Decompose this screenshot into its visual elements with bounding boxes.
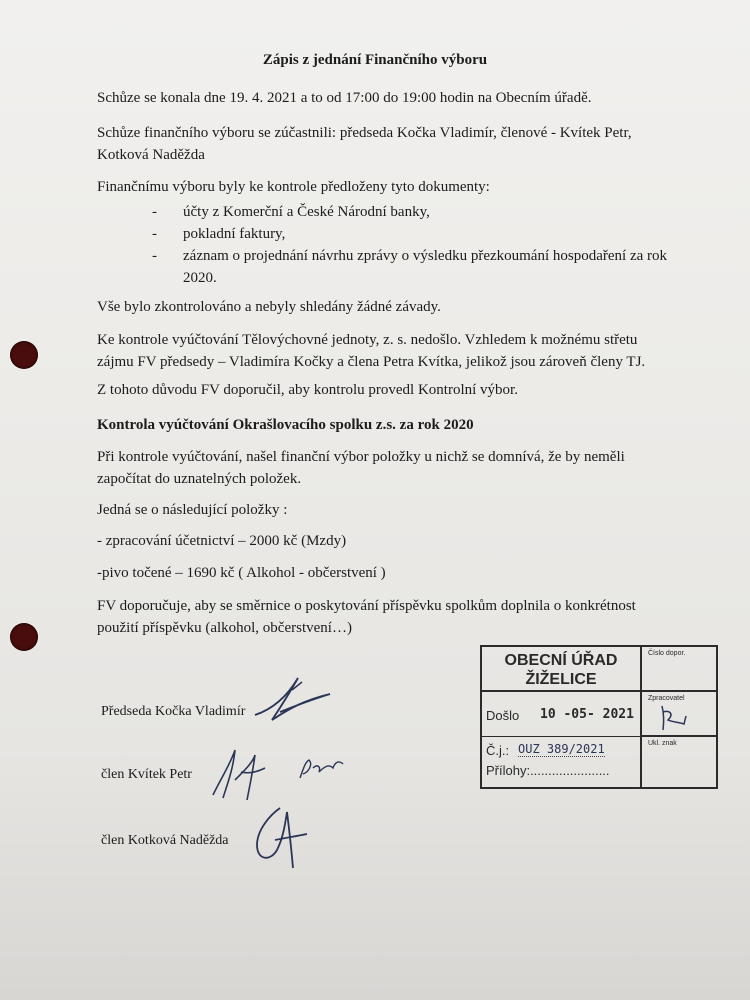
meeting-info: Schůze se konala dne 19. 4. 2021 a to od 17:00 do 19:00 hodin na Obecním úřadě. (97, 90, 592, 106)
stamp-office-line2: ŽIŽELICE (525, 671, 597, 688)
stamp-prilohy-label: Přílohy:...................... (486, 763, 610, 778)
signature-member1 (205, 740, 355, 805)
section-heading: Kontrola vyúčtování Okrašlovacího spolku z.s. za rok 2020 (97, 417, 474, 433)
list-item: - pokladní faktury, (152, 223, 692, 245)
items-intro: Jedná se o následující položky : (97, 502, 288, 518)
item-beer: -pivo točené – 1690 kč ( Alkohol - občerstvení ) (97, 565, 386, 581)
recommendation-final: FV doporučuje, aby se směrnice o poskytování příspěvku spolkům doplnila o konkrétnost použití příspěvku (alkohol, občerstvení…) (97, 598, 636, 636)
stamp-cj-value: OUZ 389/2021 (518, 742, 605, 756)
all-checked: Vše bylo zkontrolováno a nebyly shledány žádné závady. (97, 299, 441, 315)
stamp-cj-label: Č.j.: (486, 743, 510, 758)
item-accounting: - zpracování účetnictví – 2000 kč (Mzdy) (97, 533, 347, 549)
stamp-zpracovatel-label: Zpracovatel (648, 695, 685, 702)
stamp-office (482, 647, 642, 692)
stamp-cislo-label: Číslo dopor. (642, 647, 716, 692)
list-item: - záznam o projednání návrhu zprávy o výsledku přezkoumání hospodaření za rok 2020. (152, 245, 683, 289)
signature-chair (250, 670, 340, 725)
signature-label-member1: člen Kvítek Petr (101, 767, 192, 782)
documents-intro: Finančnímu výboru byly ke kontrole předloženy tyto dokumenty: (97, 179, 490, 195)
document-title: Zápis z jednání Finančního výboru (262, 52, 488, 68)
recommendation-kv: Z tohoto důvodu FV doporučil, aby kontrolu provedl Kontrolní výbor. (97, 382, 518, 398)
stamp-office-line1: OBECNÍ ÚŘAD (504, 652, 618, 669)
stamp-zpracovatel (642, 692, 716, 737)
stamp-doslo-label: Došlo (486, 708, 520, 723)
documents-list (152, 201, 692, 289)
stamp-cj-cell (482, 737, 642, 787)
punch-hole-bottom (10, 623, 38, 651)
received-stamp (480, 645, 718, 789)
signature-label-member2: člen Kotková Naděžda (101, 833, 229, 848)
stamp-doslo-cell (482, 692, 642, 737)
findings: Při kontrole vyúčtování, našel finanční výbor položky u nichž se domnívá, že by neměli započítat do uznatelných položek. (97, 449, 625, 487)
signature-member2 (245, 800, 325, 875)
stamp-initials (656, 702, 696, 732)
stamp-doslo-date: 10 -05- 2021 (540, 707, 634, 722)
punch-hole-top (10, 341, 38, 369)
signature-label-chair: Předseda Kočka Vladimír (101, 704, 246, 719)
tj-check: Ke kontrole vyúčtování Tělovýchovné jednoty, z. s. nedošlo. Vzhledem k možnému střetu zájmu FV předsedy – Vladimíra Kočky a člena Petra Kvítka, jelikož jsou zároveň členy TJ. (97, 332, 646, 370)
attendees: Schůze finančního výboru se zúčastnili: předseda Kočka Vladimír, členové - Kvítek Petr, Kotková Naděžda (97, 125, 632, 163)
stamp-ukl-label: Ukl. znak (648, 740, 677, 747)
list-item: - účty z Komerční a České Národní banky, (152, 201, 692, 223)
